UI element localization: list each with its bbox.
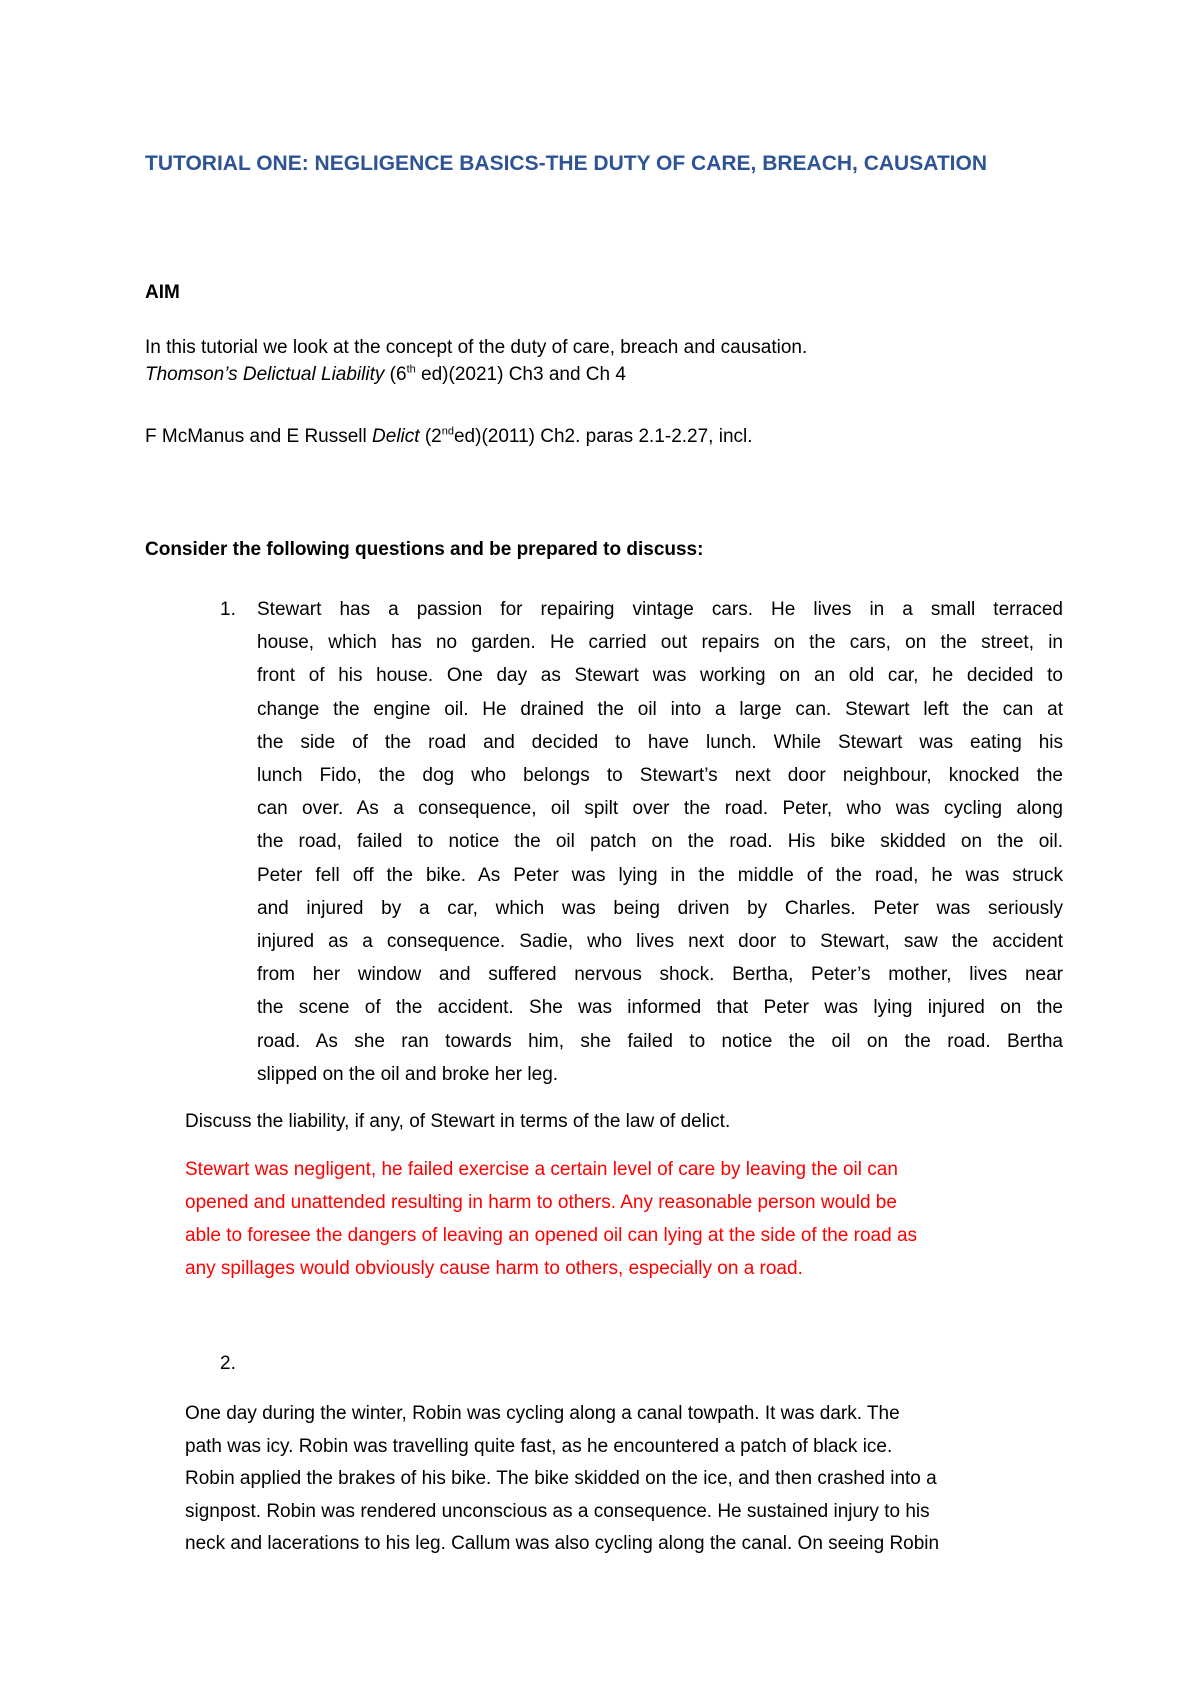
question-2-line: Robin applied the brakes of his bike. The bike skidded on the ice, and then crashed into a — [185, 1468, 937, 1489]
question-1-line: from her window and suffered nervous shock. Bertha, Peter’s mother, lives near — [257, 964, 1063, 986]
consider-heading: Consider the following questions and be prepared to discuss: — [145, 539, 704, 560]
question-2-text — [185, 1398, 1065, 1561]
question-2-line: neck and lacerations to his leg. Callum was also cycling along the canal. On seeing Robin — [185, 1533, 940, 1554]
answer-line: able to foresee the dangers of leaving an opened oil can lying at the side of the road as — [185, 1225, 918, 1246]
reference-mcmanus-authors: F McManus and E Russell — [145, 426, 373, 447]
answer-line: Stewart was negligent, he failed exercise a certain level of care by leaving the oil can — [185, 1159, 898, 1180]
question-1-line: front of his house. One day as Stewart was working on an old car, he decided to — [257, 665, 1063, 687]
reference-mcmanus-edition-open: (2 — [419, 426, 442, 447]
question-1-line: house, which has no garden. He carried out repairs on the cars, on the street, in — [257, 632, 1063, 654]
reference-mcmanus-edition-sup: nd — [441, 425, 454, 438]
document-title: TUTORIAL ONE: NEGLIGENCE BASICS-THE DUTY OF CARE, BREACH, CAUSATION — [145, 152, 987, 175]
reference-mcmanus — [145, 423, 1065, 450]
question-1-discuss-prompt: Discuss the liability, if any, of Stewart in terms of the law of delict. — [185, 1111, 731, 1132]
question-1-line: and injured by a car, which was being driven by Charles. Peter was seriously — [257, 897, 1063, 919]
question-2-line: path was icy. Robin was travelling quite fast, as he encountered a patch of black ice. — [185, 1435, 893, 1457]
aim-heading: AIM — [145, 282, 180, 303]
intro-section — [145, 334, 1065, 388]
question-1-text — [257, 593, 1063, 1091]
reference-thomson-edition-sup: th — [406, 363, 416, 376]
question-1-line: change the engine oil. He drained the oil into a large can. Stewart left the can at — [257, 698, 1063, 720]
question-1-line: the road, failed to notice the oil patch on the road. His bike skidded on the oil. — [257, 831, 1063, 853]
question-1-answer — [185, 1153, 1065, 1285]
reference-mcmanus-title: Delict — [372, 426, 420, 447]
question-2-line: signpost. Robin was rendered unconscious as a consequence. He sustained injury to his — [185, 1500, 930, 1522]
reference-thomson-edition-open: (6 — [384, 364, 407, 385]
reference-thomson-rest: ed)(2021) Ch3 and Ch 4 — [415, 364, 626, 385]
question-1-line: Peter fell off the bike. As Peter was lying in the middle of the road, he was struck — [257, 864, 1063, 886]
question-1-line: Stewart has a passion for repairing vintage cars. He lives in a small terraced — [257, 599, 1063, 620]
answer-line: any spillages would obviously cause harm to others, especially on a road. — [185, 1258, 803, 1279]
question-2-number: 2. — [220, 1353, 236, 1374]
question-1-line: road. As she ran towards him, she failed to notice the oil on the road. Bertha — [257, 1030, 1063, 1052]
reference-thomson — [145, 361, 1065, 388]
question-1-line: slipped on the oil and broke her leg. — [257, 1063, 559, 1085]
reference-mcmanus-rest: ed)(2011) Ch2. paras 2.1-2.27, incl. — [453, 426, 753, 447]
question-1-line: can over. As a consequence, oil spilt over the road. Peter, who was cycling along — [257, 798, 1063, 820]
question-2-line: One day during the winter, Robin was cycling along a canal towpath. It was dark. The — [185, 1403, 900, 1424]
intro-line: In this tutorial we look at the concept of the duty of care, breach and causation. — [145, 337, 808, 358]
answer-line: opened and unattended resulting in harm to others. Any reasonable person would be — [185, 1192, 897, 1213]
question-1-line: injured as a consequence. Sadie, who lives next door to Stewart, saw the accident — [257, 931, 1063, 953]
question-1-number: 1. — [220, 599, 236, 620]
reference-thomson-title: Thomson’s Delictual Liability — [145, 364, 385, 385]
question-1-line: lunch Fido, the dog who belongs to Stewart’s next door neighbour, knocked the — [257, 765, 1063, 787]
question-1-line: the side of the road and decided to have lunch. While Stewart was eating his — [257, 731, 1063, 753]
question-1-line: the scene of the accident. She was informed that Peter was lying injured on the — [257, 997, 1063, 1019]
